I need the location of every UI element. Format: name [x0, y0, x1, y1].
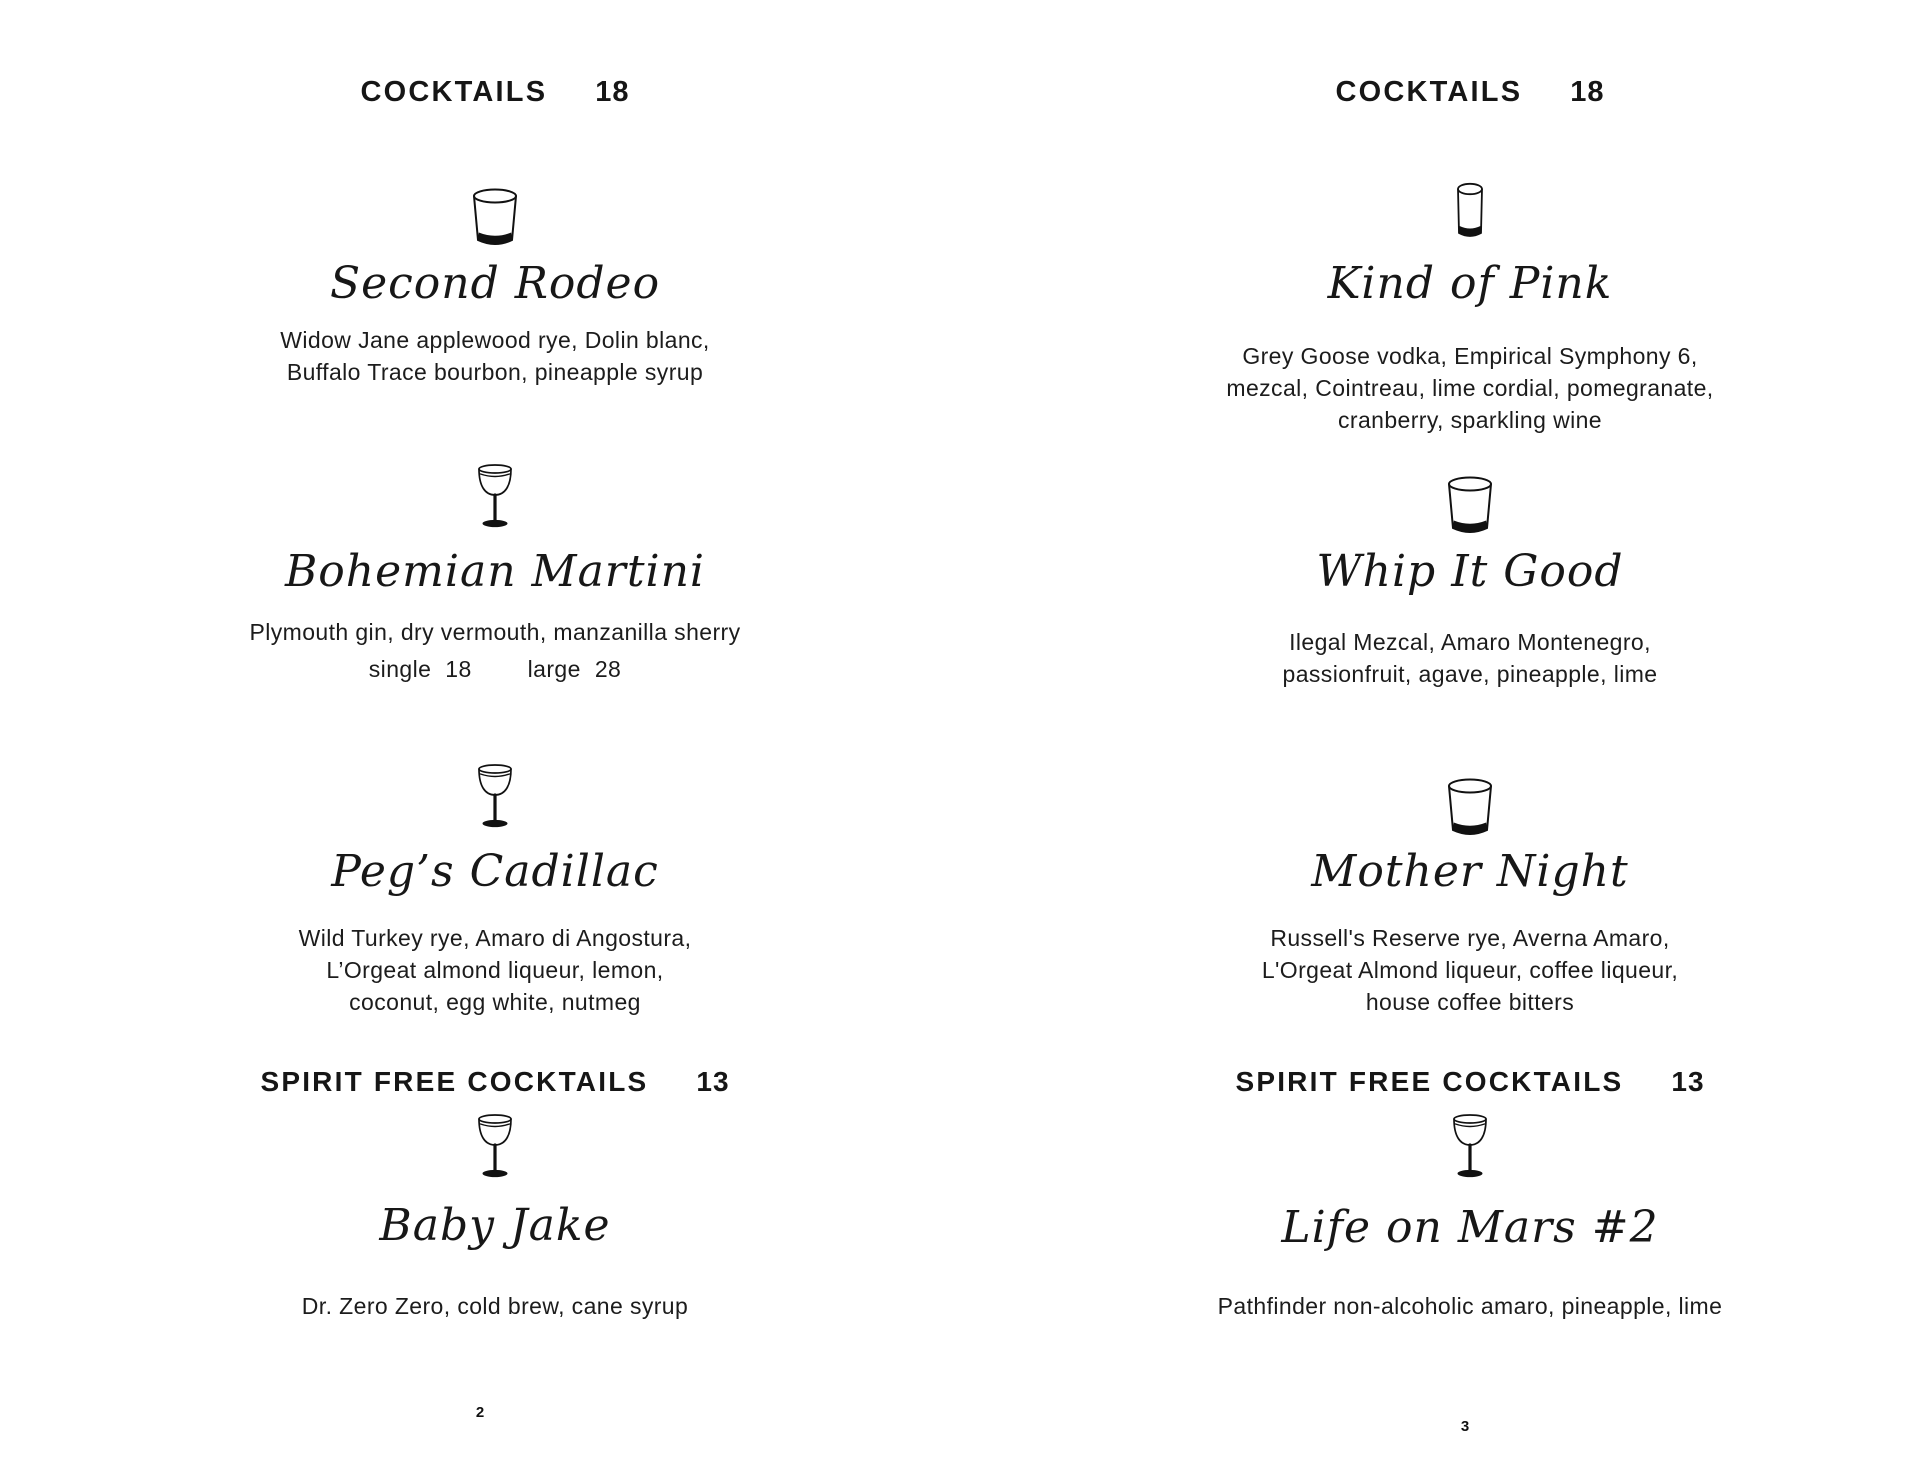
- ingredients-line: L’Orgeat almond liqueur, lemon,: [326, 957, 664, 983]
- wine-glass-icon: [115, 764, 875, 835]
- cocktails-title: COCKTAILS: [360, 76, 548, 108]
- ingredients-line: Russell's Reserve rye, Averna Amaro,: [1270, 925, 1670, 951]
- drink-ingredients: [1090, 626, 1850, 690]
- rocks-glass-icon: [1090, 476, 1850, 543]
- drink-ingredients: [115, 1290, 875, 1322]
- spirit-free-header: [115, 1066, 875, 1098]
- ingredients-line: Widow Jane applewood rye, Dolin blanc,: [280, 327, 710, 353]
- ingredients-line: Buffalo Trace bourbon, pineapple syrup: [286, 359, 704, 385]
- cocktails-price: 18: [595, 76, 630, 108]
- ingredients-line: Grey Goose vodka, Empirical Symphony 6,: [1242, 343, 1698, 369]
- drink-ingredients: [1090, 922, 1850, 1018]
- ingredients-line: Pathfinder non-alcoholic amaro, pineapple, lime: [1217, 1293, 1723, 1319]
- drink-ingredients: [1090, 340, 1850, 436]
- size-label: large: [527, 656, 581, 682]
- ingredients-line: Wild Turkey rye, Amaro di Angostura,: [298, 925, 692, 951]
- size-label: single: [368, 656, 432, 682]
- drink-name: Life on Mars #2: [1281, 1202, 1659, 1253]
- drink-name: Bohemian Martini: [284, 546, 706, 597]
- ingredients-line: Dr. Zero Zero, cold brew, cane syrup: [301, 1293, 689, 1319]
- ingredients-line: L'Orgeat Almond liqueur, coffee liqueur,: [1261, 957, 1679, 983]
- drink-ingredients: [115, 324, 875, 388]
- ingredients-line: Ilegal Mezcal, Amaro Montenegro,: [1289, 629, 1651, 655]
- cocktails-price: 18: [1570, 76, 1605, 108]
- drink-name: Whip It Good: [1316, 546, 1624, 597]
- cocktails-header: [1090, 76, 1850, 109]
- cocktails-title: COCKTAILS: [1335, 76, 1523, 108]
- drink-name: Kind of Pink: [1327, 258, 1613, 309]
- ingredients-line: house coffee bitters: [1365, 989, 1575, 1015]
- size-options: [115, 656, 875, 683]
- ingredients-line: Plymouth gin, dry vermouth, manzanilla sherry: [249, 619, 741, 645]
- wine-glass-icon: [115, 1114, 875, 1185]
- ingredients-line: passionfruit, agave, pineapple, lime: [1282, 661, 1658, 687]
- spirit-free-title: SPIRIT FREE COCKTAILS: [1235, 1066, 1624, 1097]
- drink-name: Mother Night: [1311, 846, 1629, 897]
- page-number: 2: [475, 1404, 485, 1421]
- drink-ingredients: [115, 922, 875, 1018]
- rocks-glass-icon: [1090, 778, 1850, 845]
- ingredients-line: mezcal, Cointreau, lime cordial, pomegranate,: [1226, 375, 1714, 401]
- cocktails-header: [115, 76, 875, 109]
- drink-name: Baby Jake: [379, 1200, 611, 1251]
- rocks-glass-icon: [115, 188, 875, 255]
- size-price: 18: [445, 656, 472, 682]
- spirit-free-title: SPIRIT FREE COCKTAILS: [260, 1066, 649, 1097]
- drink-ingredients: [1090, 1290, 1850, 1322]
- size-price: 28: [594, 656, 622, 682]
- wine-glass-icon: [1090, 1114, 1850, 1185]
- shot-glass-icon: [1090, 182, 1850, 251]
- page-number: 3: [1460, 1418, 1470, 1435]
- drink-name: Peg’s Cadillac: [331, 846, 659, 897]
- ingredients-line: coconut, egg white, nutmeg: [349, 989, 641, 1015]
- wine-glass-icon: [115, 464, 875, 535]
- drink-ingredients: [115, 616, 875, 648]
- drink-name: Second Rodeo: [329, 258, 661, 309]
- spirit-free-price: 13: [1671, 1066, 1705, 1097]
- ingredients-line: cranberry, sparkling wine: [1338, 407, 1602, 433]
- spirit-free-price: 13: [696, 1066, 730, 1097]
- spirit-free-header: [1090, 1066, 1850, 1098]
